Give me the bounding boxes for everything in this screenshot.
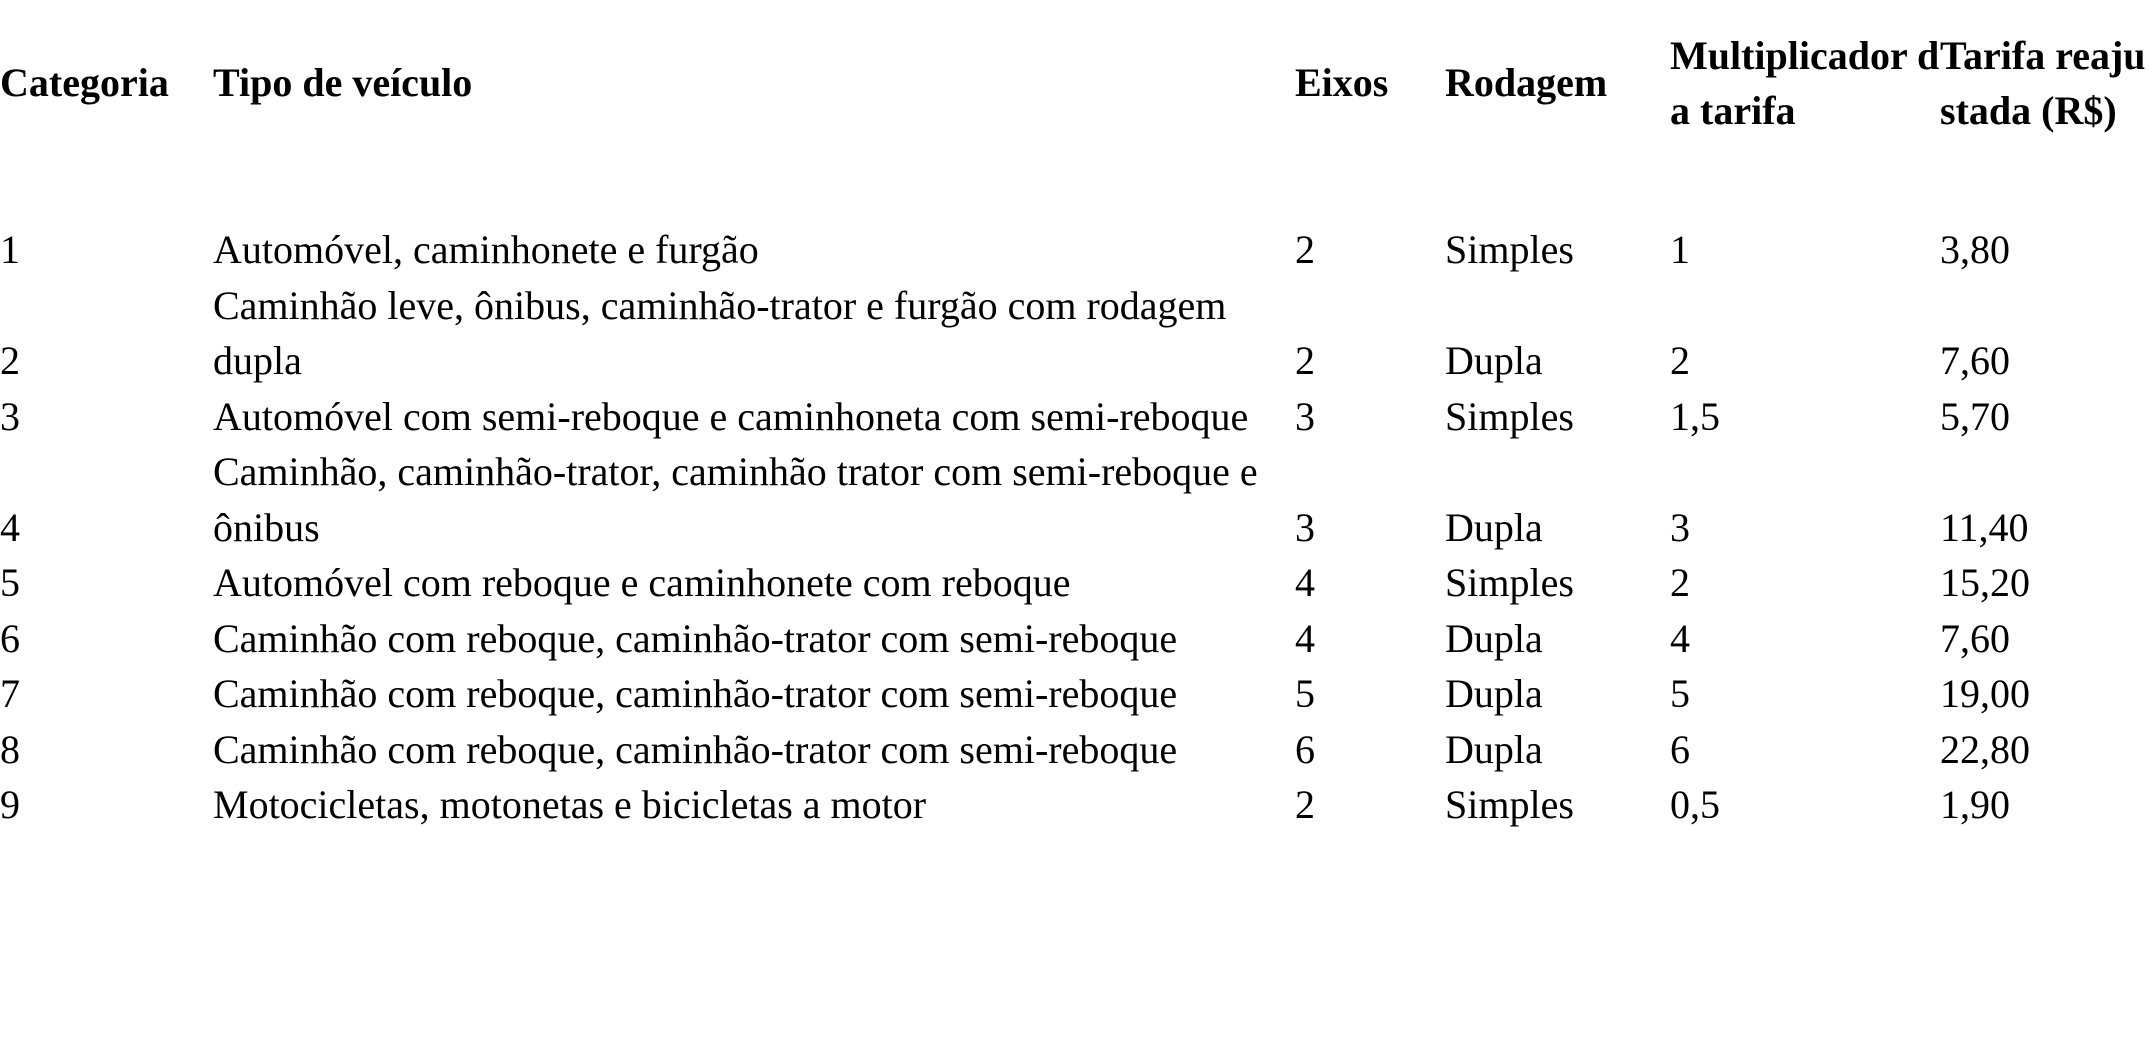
table-row — [0, 722, 2155, 778]
header-rodagem: Rodagem — [1445, 60, 1608, 106]
cell-eixos: 6 — [1295, 726, 1315, 772]
table-row — [0, 278, 2155, 389]
cell-tarifa: 5,70 — [1940, 393, 2010, 439]
table-row — [0, 777, 2155, 833]
cell-tarifa: 7,60 — [1940, 615, 2010, 661]
cell-tipo: Automóvel, caminhonete e furgão — [213, 227, 759, 272]
cell-eixos: 4 — [1295, 615, 1315, 661]
header-eixos: Eixos — [1295, 60, 1389, 106]
cell-tipo: Motocicletas, motonetas e bicicletas a motor — [213, 782, 927, 827]
cell-tarifa: 19,00 — [1940, 671, 2030, 716]
cell-tipo: Caminhão com reboque, caminhão-trator com semi-reboque — [213, 671, 1178, 716]
table-row — [0, 444, 2155, 555]
table-row — [0, 389, 2155, 445]
spacer-cell — [0, 166, 2155, 222]
cell-rodagem: Simples — [1445, 560, 1574, 605]
cell-rodagem: Simples — [1445, 393, 1574, 439]
cell-categoria: 4 — [0, 504, 20, 550]
cell-tarifa: 15,20 — [1940, 560, 2030, 605]
cell-categoria: 1 — [0, 227, 20, 272]
cell-multiplicador: 1 — [1670, 227, 1690, 272]
cell-categoria: 5 — [0, 560, 20, 605]
cell-categoria: 6 — [0, 615, 20, 661]
header-row — [0, 0, 2155, 166]
cell-multiplicador: 2 — [1670, 338, 1690, 383]
header-tipo: Tipo de veículo — [213, 60, 473, 106]
cell-categoria: 9 — [0, 782, 20, 827]
cell-multiplicador: 3 — [1670, 504, 1690, 550]
cell-eixos: 4 — [1295, 560, 1315, 605]
cell-tarifa: 3,80 — [1940, 227, 2010, 272]
cell-eixos: 3 — [1295, 393, 1315, 439]
cell-tipo: Automóvel com reboque e caminhonete com reboque — [213, 560, 1071, 605]
cell-multiplicador: 1,5 — [1670, 393, 1720, 439]
cell-rodagem: Dupla — [1445, 671, 1543, 716]
cell-multiplicador: 0,5 — [1670, 782, 1720, 827]
table-row — [0, 611, 2155, 667]
cell-multiplicador: 4 — [1670, 615, 1690, 661]
cell-tipo: Automóvel com semi-reboque e caminhoneta com semi-reboque — [213, 393, 1249, 439]
cell-rodagem: Dupla — [1445, 726, 1543, 772]
header-multiplicador: Multiplicador da tarifa — [1670, 32, 1940, 133]
cell-eixos: 5 — [1295, 671, 1315, 716]
cell-multiplicador: 2 — [1670, 560, 1690, 605]
cell-categoria: 2 — [0, 338, 20, 383]
cell-categoria: 7 — [0, 671, 20, 716]
table-row — [0, 666, 2155, 722]
header-spacer — [0, 166, 2155, 222]
cell-tipo: Caminhão, caminhão-trator, caminhão trator com semi-reboque e ônibus — [213, 449, 1258, 550]
cell-eixos: 3 — [1295, 504, 1315, 550]
cell-rodagem: Dupla — [1445, 338, 1543, 383]
cell-multiplicador: 5 — [1670, 671, 1690, 716]
header-categoria: Categoria — [0, 60, 169, 106]
cell-rodagem: Simples — [1445, 782, 1574, 827]
cell-tarifa: 22,80 — [1940, 726, 2030, 772]
cell-eixos: 2 — [1295, 782, 1315, 827]
cell-tarifa: 1,90 — [1940, 782, 2010, 827]
table-body — [0, 222, 2155, 833]
table-row — [0, 555, 2155, 611]
cell-multiplicador: 6 — [1670, 726, 1690, 772]
cell-eixos: 2 — [1295, 227, 1315, 272]
cell-tarifa: 7,60 — [1940, 338, 2010, 383]
cell-tarifa: 11,40 — [1940, 504, 2029, 550]
table-row — [0, 222, 2155, 278]
header-tarifa: Tarifa reajustada (R$) — [1940, 32, 2146, 133]
cell-eixos: 2 — [1295, 338, 1315, 383]
cell-categoria: 8 — [0, 726, 20, 772]
cell-rodagem: Simples — [1445, 227, 1574, 272]
cell-tipo: Caminhão leve, ônibus, caminhão-trator e furgão com rodagem dupla — [213, 282, 1227, 383]
cell-tipo: Caminhão com reboque, caminhão-trator com semi-reboque — [213, 615, 1178, 661]
cell-categoria: 3 — [0, 393, 20, 439]
cell-tipo: Caminhão com reboque, caminhão-trator com semi-reboque — [213, 726, 1178, 772]
cell-rodagem: Dupla — [1445, 504, 1543, 550]
cell-rodagem: Dupla — [1445, 615, 1543, 661]
